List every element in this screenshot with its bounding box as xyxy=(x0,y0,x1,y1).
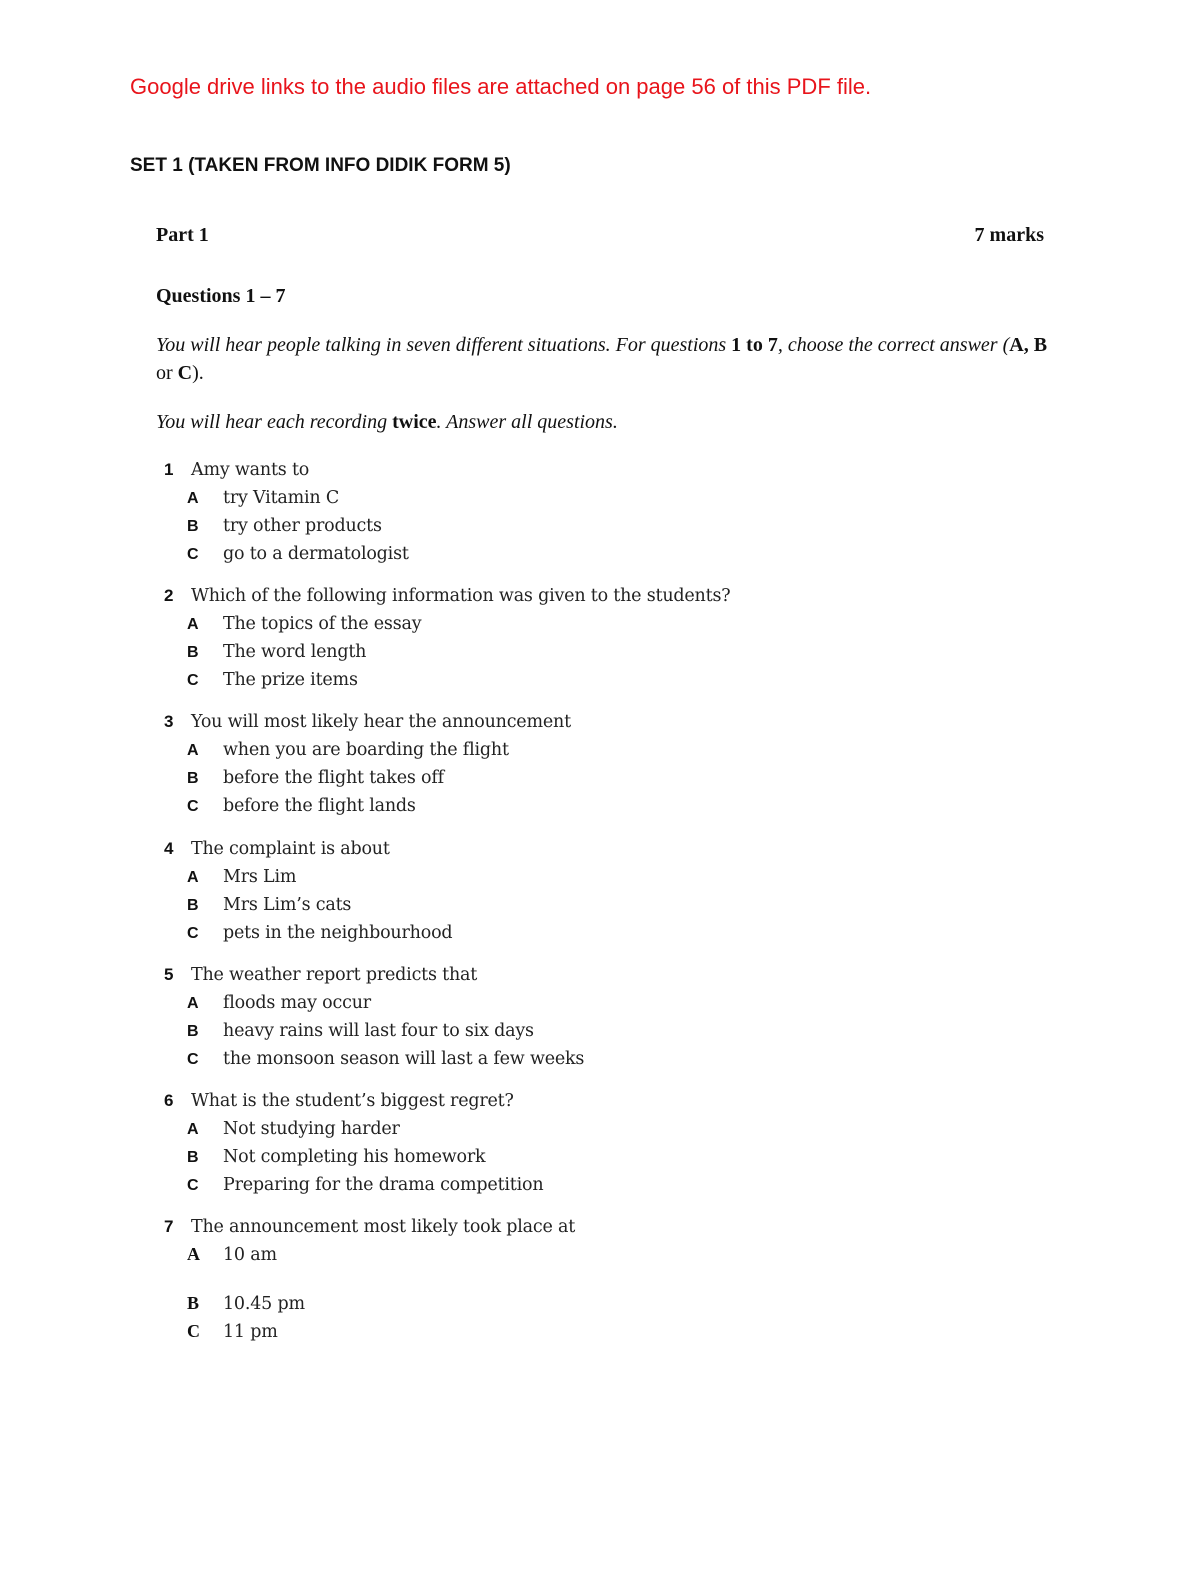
option-letter: B xyxy=(187,518,199,535)
question-3 xyxy=(164,707,571,819)
option-letter: C xyxy=(187,672,199,689)
question-4 xyxy=(164,834,452,946)
option-text: 10 am xyxy=(223,1245,277,1265)
question-number: 3 xyxy=(164,712,174,731)
option-text: before the flight takes off xyxy=(223,768,444,788)
part-header xyxy=(156,224,1044,247)
option-a xyxy=(164,862,452,890)
instr-text: or xyxy=(156,362,178,384)
audio-notice: Google drive links to the audio files are attached on page 56 of this PDF file. xyxy=(130,74,872,99)
set-title: SET 1 (TAKEN FROM INFO DIDIK FORM 5) xyxy=(130,155,511,176)
option-text: The word length xyxy=(223,642,367,662)
instr-text: ). xyxy=(192,362,204,384)
option-b xyxy=(164,763,571,791)
option-letter: A xyxy=(187,1121,199,1138)
question-number: 4 xyxy=(164,839,174,858)
option-text: Preparing for the drama competition xyxy=(223,1175,544,1195)
option-text: pets in the neighbourhood xyxy=(223,923,453,943)
option-a xyxy=(164,483,409,511)
question-1 xyxy=(164,455,409,567)
option-text: try Vitamin C xyxy=(223,488,340,508)
option-text: Mrs Lim’s cats xyxy=(223,895,352,915)
option-b xyxy=(164,1289,575,1317)
option-letter: B xyxy=(187,644,199,661)
option-letter: B xyxy=(187,770,199,787)
question-number: 1 xyxy=(164,460,174,479)
question-text: What is the student’s biggest regret? xyxy=(191,1091,514,1111)
instr-text: You will hear people talking in seven different situations. For questions xyxy=(156,334,732,356)
option-letter: C xyxy=(187,1051,199,1068)
instr-bold: twice xyxy=(392,411,437,433)
option-text: 11 pm xyxy=(223,1322,278,1342)
question-number: 6 xyxy=(164,1091,174,1110)
option-text: The prize items xyxy=(223,670,358,690)
option-text: when you are boarding the flight xyxy=(223,740,509,760)
option-c xyxy=(164,1317,575,1345)
option-c xyxy=(164,665,730,693)
question-text: The complaint is about xyxy=(191,839,390,859)
option-text: Not completing his homework xyxy=(223,1147,486,1167)
option-c xyxy=(164,791,571,819)
option-text: try other products xyxy=(223,516,382,536)
option-text: 10.45 pm xyxy=(223,1294,305,1314)
option-c xyxy=(164,539,409,567)
option-letter: C xyxy=(187,546,199,563)
question-number: 5 xyxy=(164,965,174,984)
option-text: before the flight lands xyxy=(223,796,416,816)
option-text: The topics of the essay xyxy=(223,614,422,634)
option-a xyxy=(164,1240,575,1268)
part-marks: 7 marks xyxy=(974,224,1044,246)
option-text: go to a dermatologist xyxy=(223,544,409,564)
part-label: Part 1 xyxy=(156,224,209,246)
option-letter: A xyxy=(187,490,199,507)
option-letter: A xyxy=(187,742,199,759)
question-7 xyxy=(164,1212,575,1345)
option-c xyxy=(164,1170,543,1198)
question-6 xyxy=(164,1086,543,1198)
instr-bold: A, B xyxy=(1009,334,1048,356)
instr-text: , choose the correct answer ( xyxy=(777,334,1010,356)
instr-text: You will hear each recording xyxy=(156,411,393,433)
question-2 xyxy=(164,581,730,693)
option-a xyxy=(164,609,730,637)
spacer xyxy=(164,1268,575,1289)
option-c xyxy=(164,1044,584,1072)
option-letter: A xyxy=(187,616,199,633)
option-text: floods may occur xyxy=(223,993,371,1013)
question-number: 7 xyxy=(164,1217,174,1236)
option-b xyxy=(164,511,409,539)
option-letter: A xyxy=(187,1244,200,1264)
question-text: The weather report predicts that xyxy=(191,965,478,985)
option-letter: B xyxy=(187,1023,199,1040)
option-letter: B xyxy=(187,1149,199,1166)
option-b xyxy=(164,637,730,665)
option-letter: A xyxy=(187,869,199,886)
question-text: You will most likely hear the announcement xyxy=(191,712,571,732)
option-c xyxy=(164,918,452,946)
instr-bold: C xyxy=(177,362,193,384)
instr-bold: 1 to 7 xyxy=(731,334,778,356)
option-text: heavy rains will last four to six days xyxy=(223,1021,534,1041)
option-b xyxy=(164,1142,543,1170)
option-text: the monsoon season will last a few weeks xyxy=(223,1049,585,1069)
option-letter: A xyxy=(187,995,199,1012)
question-text: Amy wants to xyxy=(191,460,310,480)
option-text: Not studying harder xyxy=(223,1119,400,1139)
question-5 xyxy=(164,960,584,1072)
option-letter: B xyxy=(187,897,199,914)
question-text: The announcement most likely took place at xyxy=(191,1217,576,1237)
option-letter: B xyxy=(187,1293,199,1313)
option-a xyxy=(164,988,584,1016)
instr-text: . Answer all questions. xyxy=(436,411,618,433)
option-letter: C xyxy=(187,1321,200,1341)
option-letter: C xyxy=(187,925,199,942)
question-text: Which of the following information was given to the students? xyxy=(191,586,731,606)
instructions-line-1 xyxy=(156,331,1066,387)
instructions-line-2 xyxy=(156,408,1066,436)
option-text: Mrs Lim xyxy=(223,867,297,887)
option-a xyxy=(164,1114,543,1142)
option-letter: C xyxy=(187,1177,199,1194)
option-letter: C xyxy=(187,798,199,815)
option-b xyxy=(164,1016,584,1044)
option-b xyxy=(164,890,452,918)
option-a xyxy=(164,735,571,763)
questions-heading: Questions 1 – 7 xyxy=(156,285,286,307)
question-number: 2 xyxy=(164,586,174,605)
